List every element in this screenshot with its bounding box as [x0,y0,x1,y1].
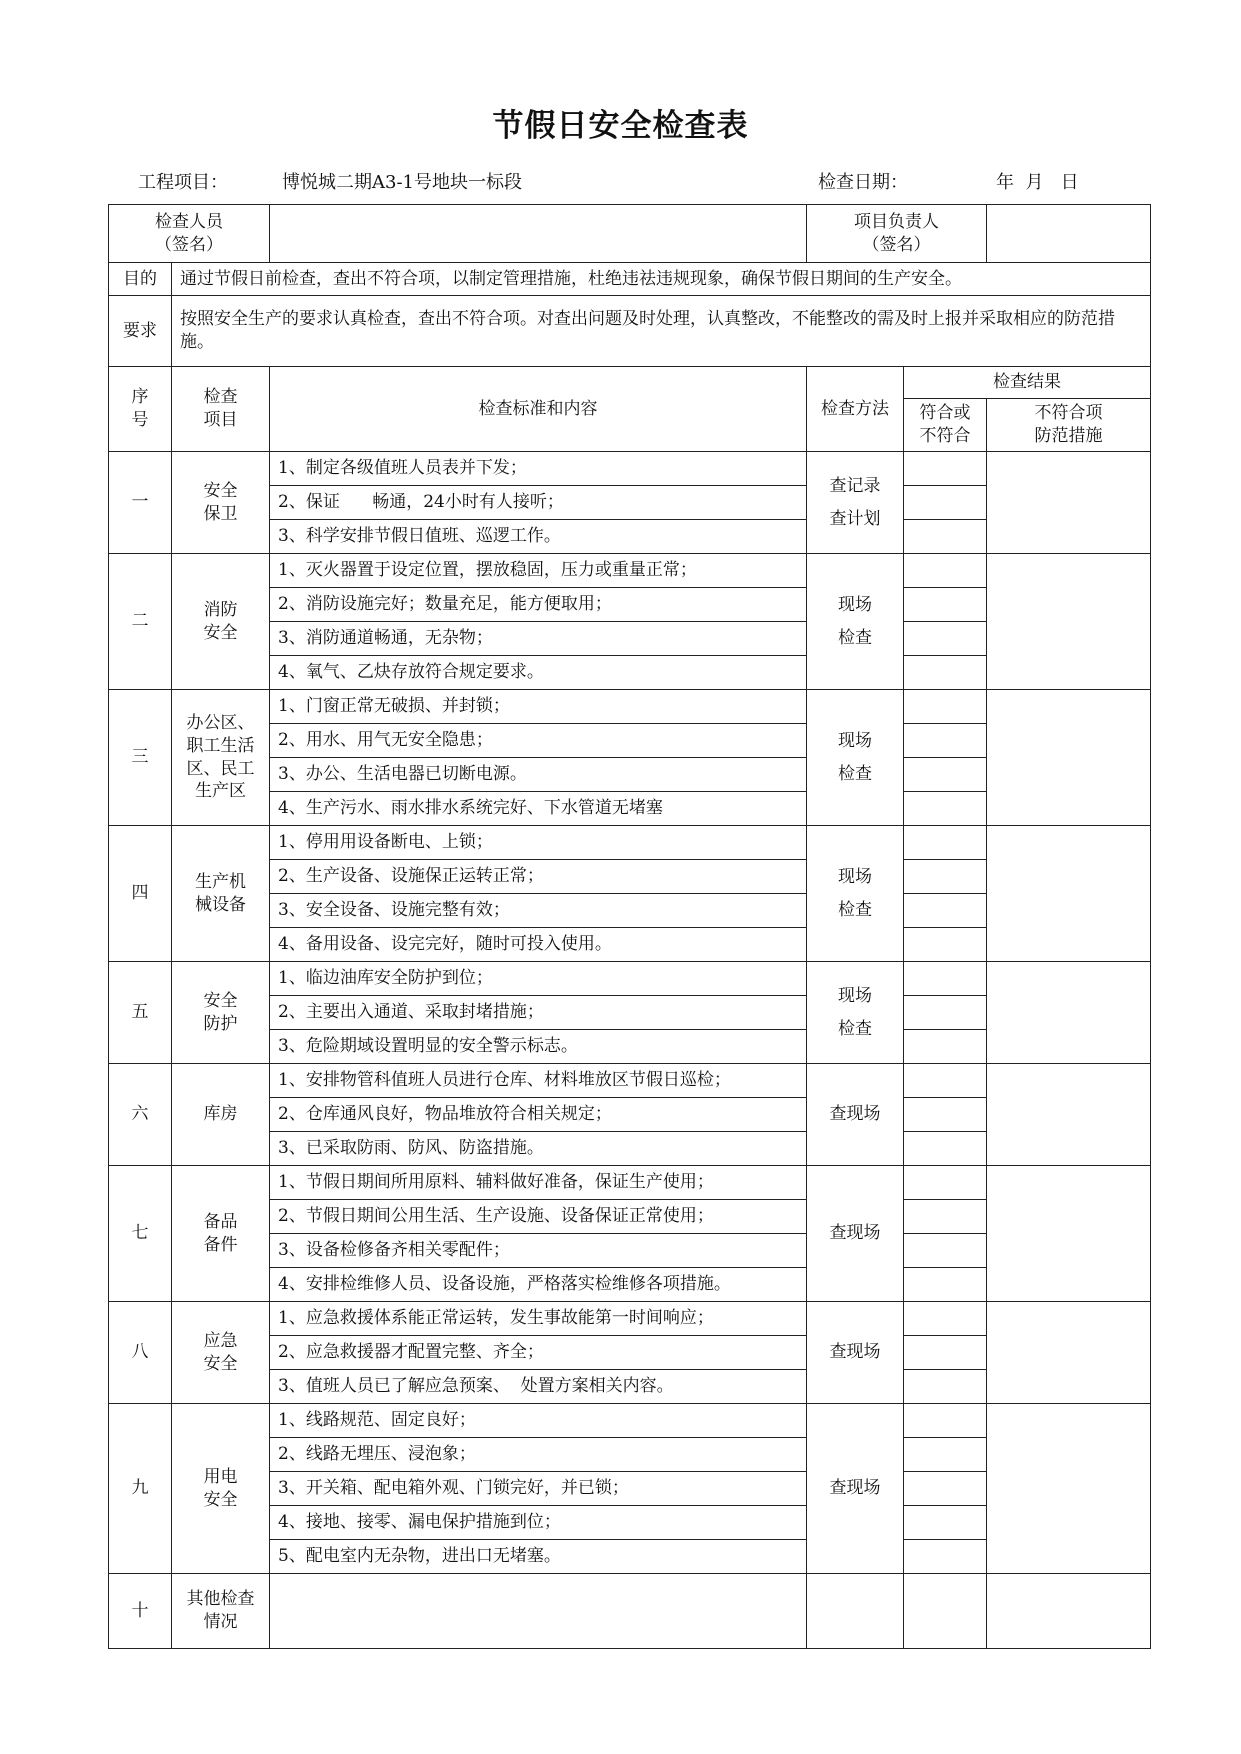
conform-cell[interactable] [904,1268,987,1302]
conform-cell[interactable] [904,894,987,928]
section-item: 库房 [172,1064,270,1166]
section-seq: 六 [109,1064,172,1166]
conform-cell[interactable] [904,928,987,962]
project-value: 博悦城二期A3-1号地块一标段 [282,172,522,193]
check-method: 查现场 [807,1404,904,1574]
check-standard: 2、生产设备、设施保正运转正常； [270,860,807,894]
requirement-text: 按照安全生产的要求认真检查，查出不符合项。对查出问题及时处理，认真整改，不能整改的需及时上报并采取相应的防范措施。 [172,296,1151,367]
check-standard: 3、开关箱、配电箱外观、门锁完好，并已锁； [270,1472,807,1506]
project-label: 工程项目： [138,172,228,193]
check-method[interactable] [807,1574,904,1649]
check-standard: 1、安排物管科值班人员进行仓库、材料堆放区节假日巡检； [270,1064,807,1098]
section-item: 备品 备件 [172,1166,270,1302]
table-row [109,962,1151,996]
section-item: 消防 安全 [172,554,270,690]
measures-cell[interactable] [987,1404,1151,1574]
measures-cell[interactable] [987,1166,1151,1302]
header-measures: 不符合项 防范措施 [987,399,1151,452]
inspector-signature-field[interactable] [270,205,807,263]
conform-cell[interactable] [904,486,987,520]
conform-cell[interactable] [904,1132,987,1166]
conform-cell[interactable] [904,1200,987,1234]
check-standard: 1、临边油库安全防护到位； [270,962,807,996]
table-row [109,554,1151,588]
check-standard: 1、线路规范、固定良好； [270,1404,807,1438]
section-seq: 四 [109,826,172,962]
check-method: 现场 检查 [807,826,904,962]
measures-cell[interactable] [987,690,1151,826]
check-standard: 3、办公、生活电器已切断电源。 [270,758,807,792]
check-standard: 2、节假日期间公用生活、生产设施、设备保证正常使用； [270,1200,807,1234]
section-item: 生产机 械设备 [172,826,270,962]
check-standard: 3、危险期域设置明显的安全警示标志。 [270,1030,807,1064]
section-item: 应急 安全 [172,1302,270,1404]
section-seq: 七 [109,1166,172,1302]
conform-cell[interactable] [904,826,987,860]
check-method: 查现场 [807,1166,904,1302]
check-standard: 2、用水、用气无安全隐患； [270,724,807,758]
check-standard: 1、节假日期间所用原料、辅料做好准备，保证生产使用； [270,1166,807,1200]
section-item: 办公区、 职工生活 区、民工 生产区 [172,690,270,826]
conform-cell[interactable] [904,656,987,690]
measures-cell[interactable] [987,1302,1151,1404]
check-standard: 3、安全设备、设施完整有效； [270,894,807,928]
measures-cell[interactable] [987,962,1151,1064]
conform-cell[interactable] [904,452,987,486]
measures-cell[interactable] [987,1574,1151,1649]
table-row [109,1302,1151,1336]
table-row [109,826,1151,860]
conform-cell[interactable] [904,996,987,1030]
section-seq: 三 [109,690,172,826]
check-standard: 2、消防设施完好；数量充足，能方便取用； [270,588,807,622]
header-method: 检查方法 [807,367,904,452]
check-standard: 5、配电室内无杂物，进出口无堵塞。 [270,1540,807,1574]
check-standard: 3、已采取防雨、防风、防盗措施。 [270,1132,807,1166]
section-seq: 十 [109,1574,172,1649]
conform-cell[interactable] [904,1540,987,1574]
check-standard: 2、保证 畅通，24小时有人接听； [270,486,807,520]
conform-cell[interactable] [904,1030,987,1064]
conform-cell[interactable] [904,1438,987,1472]
conform-cell[interactable] [904,724,987,758]
check-standard: 3、消防通道畅通，无杂物； [270,622,807,656]
check-standard: 2、应急救援器才配置完整、齐全； [270,1336,807,1370]
conform-cell[interactable] [904,1370,987,1404]
check-standard: 2、主要出入通道、采取封堵措施； [270,996,807,1030]
check-standard: 4、备用设备、设完完好，随时可投入使用。 [270,928,807,962]
date-label: 检查日期： [818,172,908,193]
conform-cell[interactable] [904,1506,987,1540]
inspection-table [108,204,1151,1649]
section-seq: 二 [109,554,172,690]
section-item: 其他检查 情况 [172,1574,270,1649]
header-conform: 符合或 不符合 [904,399,987,452]
measures-cell[interactable] [987,554,1151,690]
check-method: 现场 检查 [807,554,904,690]
conform-cell[interactable] [904,622,987,656]
conform-cell[interactable] [904,1574,987,1649]
conform-cell[interactable] [904,758,987,792]
check-method: 查现场 [807,1064,904,1166]
table-row [109,452,1151,486]
section-seq: 一 [109,452,172,554]
check-method: 查现场 [807,1302,904,1404]
check-standard: 1、制定各级值班人员表并下发； [270,452,807,486]
conform-cell[interactable] [904,1098,987,1132]
purpose-text: 通过节假日前检查，查出不符合项，以制定管理措施，杜绝违祛违规现象，确保节假日期间的生产安全。 [172,263,1151,296]
conform-cell[interactable] [904,554,987,588]
measures-cell[interactable] [987,452,1151,554]
header-item: 检查 项目 [172,367,270,452]
check-standard: 3、设备检修备齐相关零配件； [270,1234,807,1268]
section-item: 安全 防护 [172,962,270,1064]
measures-cell[interactable] [987,826,1151,962]
conform-cell[interactable] [904,1064,987,1098]
conform-cell[interactable] [904,1404,987,1438]
header-result: 检查结果 [904,367,1151,399]
requirement-label: 要求 [109,296,172,367]
conform-cell[interactable] [904,1472,987,1506]
table-row [109,1166,1151,1200]
conform-cell[interactable] [904,1166,987,1200]
conform-cell[interactable] [904,1234,987,1268]
section-item: 用电 安全 [172,1404,270,1574]
check-standard: 4、生产污水、雨水排水系统完好、下水管道无堵塞 [270,792,807,826]
section-seq: 八 [109,1302,172,1404]
check-standard: 1、应急救援体系能正常运转，发生事故能第一时间响应； [270,1302,807,1336]
document-title: 节假日安全检查表 [492,108,749,144]
check-standard: 1、灭火器置于设定位置，摆放稳固，压力或重量正常； [270,554,807,588]
section-seq: 五 [109,962,172,1064]
check-standard: 3、值班人员已了解应急预案、 处置方案相关内容。 [270,1370,807,1404]
conform-cell[interactable] [904,860,987,894]
conform-cell[interactable] [904,588,987,622]
date-value: 年 月 日 [996,172,1079,193]
table-row [109,1404,1151,1438]
check-standard: 1、停用用设备断电、上锁； [270,826,807,860]
table-row [109,690,1151,724]
check-standard: 2、线路无埋压、浸泡象； [270,1438,807,1472]
conform-cell[interactable] [904,520,987,554]
header-seq: 序 号 [109,367,172,452]
check-method: 现场 检查 [807,690,904,826]
check-standard: 2、仓库通风良好，物品堆放符合相关规定； [270,1098,807,1132]
manager-signature-field[interactable] [987,205,1151,263]
section-seq: 九 [109,1404,172,1574]
check-standard: 3、科学安排节假日值班、巡逻工作。 [270,520,807,554]
check-standard: 1、门窗正常无破损、并封锁； [270,690,807,724]
conform-cell[interactable] [904,690,987,724]
conform-cell[interactable] [904,792,987,826]
inspector-label: 检查人员 （签名） [109,205,270,263]
measures-cell[interactable] [987,1064,1151,1166]
table-row [109,1574,1151,1649]
check-method: 查记录 查计划 [807,452,904,554]
conform-cell[interactable] [904,962,987,996]
manager-label: 项目负责人 （签名） [807,205,987,263]
header-standard: 检查标准和内容 [270,367,807,452]
purpose-label: 目的 [109,263,172,296]
section-item: 安全 保卫 [172,452,270,554]
check-standard: 4、接地、接零、漏电保护措施到位； [270,1506,807,1540]
check-standard: 4、氧气、乙炔存放符合规定要求。 [270,656,807,690]
check-standard: 4、安排检维修人员、设备设施，严格落实检维修各项措施。 [270,1268,807,1302]
conform-cell[interactable] [904,1336,987,1370]
check-method: 现场 检查 [807,962,904,1064]
other-notes-cell[interactable] [270,1574,807,1649]
table-row [109,1064,1151,1098]
conform-cell[interactable] [904,1302,987,1336]
